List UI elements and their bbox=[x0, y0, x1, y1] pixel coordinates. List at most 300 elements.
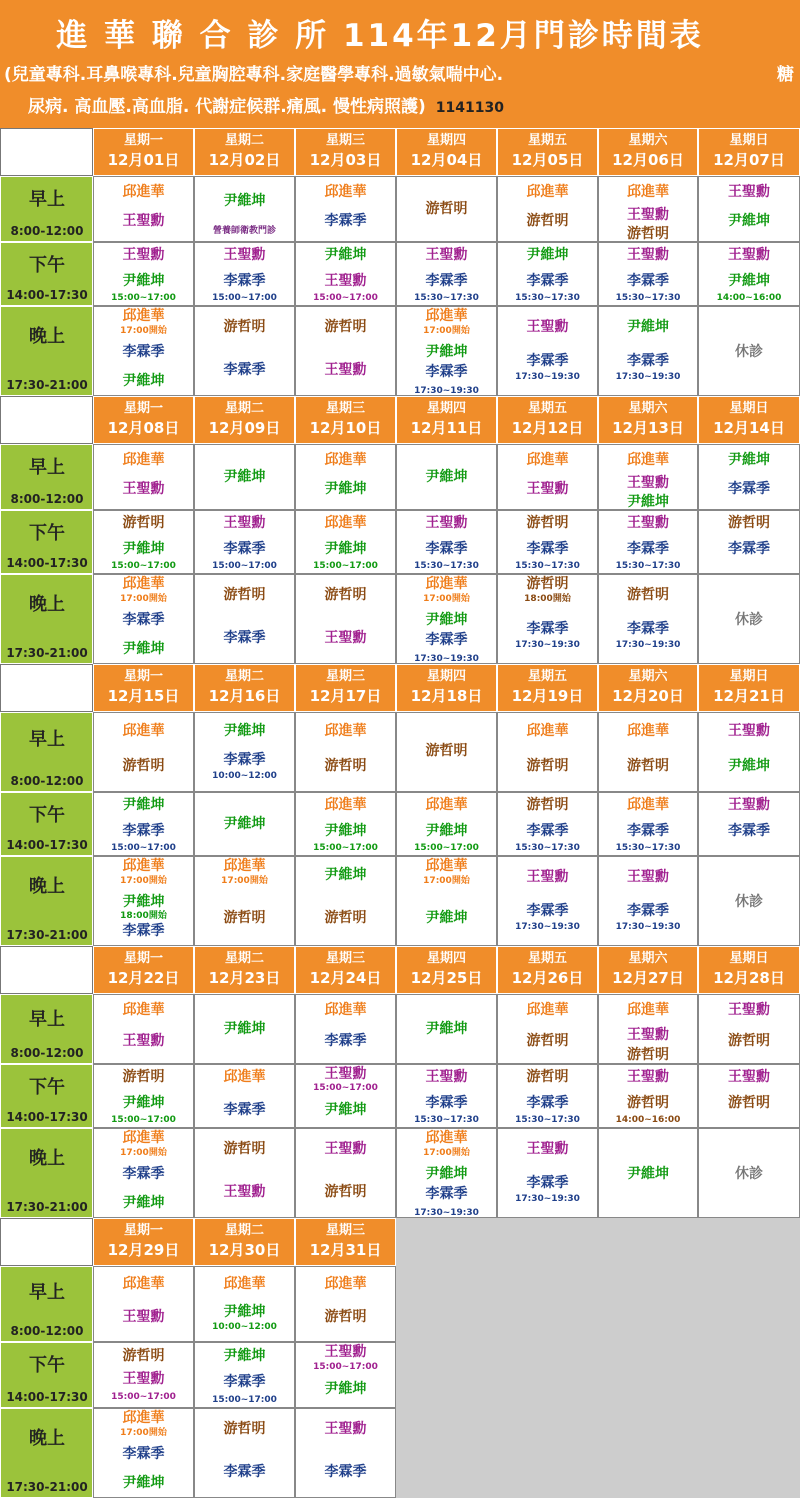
corner-blank bbox=[0, 946, 93, 994]
date-label: 12月29日 bbox=[107, 1241, 180, 1259]
time-note: 18:00開始 bbox=[524, 594, 571, 604]
doctor-name: 尹維坤 bbox=[324, 823, 367, 839]
day-header bbox=[698, 664, 800, 712]
period-label bbox=[0, 510, 93, 574]
doctor-name: 邱進華 bbox=[627, 452, 669, 468]
doctor-name: 李霖季 bbox=[526, 1175, 569, 1191]
doctor-name: 王聖勳 bbox=[223, 1184, 266, 1200]
doctor-name: 游哲明 bbox=[223, 910, 266, 926]
weekday-label: 星期三 bbox=[325, 401, 365, 416]
doctor-name: 邱進華 bbox=[526, 184, 569, 200]
day-header bbox=[93, 664, 194, 712]
doctor-name: 李霖季 bbox=[425, 273, 468, 289]
time-note: 10:00~12:00 bbox=[212, 1322, 277, 1332]
time-note: 17:00開始 bbox=[120, 1148, 167, 1158]
time-note: 15:00~17:00 bbox=[313, 843, 378, 853]
time-note: 17:30~19:30 bbox=[515, 1194, 580, 1204]
doctor-name: 李霖季 bbox=[223, 1374, 266, 1390]
weekday-label: 星期三 bbox=[325, 133, 365, 148]
doctor-name: 游哲明 bbox=[122, 515, 165, 531]
schedule-cell bbox=[598, 792, 698, 856]
doctor-name: 王聖勳 bbox=[627, 515, 669, 531]
schedule-cell bbox=[295, 1342, 396, 1408]
doctor-name: 王聖勳 bbox=[627, 1027, 669, 1043]
doctor-name: 尹維坤 bbox=[425, 823, 468, 839]
doctor-name: 李霖季 bbox=[223, 541, 266, 557]
weekday-label: 星期一 bbox=[123, 133, 163, 148]
date-label: 12月20日 bbox=[612, 687, 684, 705]
schedule-cell bbox=[194, 242, 295, 306]
doctor-name: 尹維坤 bbox=[122, 797, 165, 813]
time-note: 17:00開始 bbox=[120, 876, 167, 886]
doctor-name: 王聖勳 bbox=[728, 1069, 770, 1085]
doctor-name: 王聖勳 bbox=[425, 247, 468, 263]
doctor-name: 尹維坤 bbox=[223, 1348, 266, 1364]
doctor-name: 尹維坤 bbox=[324, 1381, 367, 1397]
doctor-name: 邱進華 bbox=[425, 308, 468, 324]
weekday-label: 星期二 bbox=[224, 951, 264, 966]
doctor-name: 游哲明 bbox=[223, 1141, 266, 1157]
schedule-cell bbox=[93, 1266, 194, 1342]
day-header bbox=[93, 396, 194, 444]
day-header bbox=[194, 664, 295, 712]
time-note: 17:00開始 bbox=[120, 594, 167, 604]
doctor-name: 李霖季 bbox=[122, 1446, 165, 1462]
schedule-cell bbox=[93, 1064, 194, 1128]
time-note: 17:00開始 bbox=[423, 1148, 470, 1158]
period-name: 晚上 bbox=[29, 594, 65, 615]
period-time: 17:30-21:00 bbox=[6, 1200, 88, 1214]
doctor-name: 尹維坤 bbox=[223, 1021, 266, 1037]
day-header bbox=[598, 396, 698, 444]
doctor-name: 邱進華 bbox=[627, 797, 669, 813]
doctor-name: 王聖勳 bbox=[627, 247, 669, 263]
doctor-name: 尹維坤 bbox=[122, 894, 165, 910]
schedule-cell bbox=[497, 306, 598, 396]
doctor-name: 游哲明 bbox=[122, 758, 165, 774]
period-time: 14:00-17:30 bbox=[6, 288, 88, 302]
doctor-name: 尹維坤 bbox=[223, 1304, 266, 1320]
time-note: 14:00~16:00 bbox=[716, 293, 782, 303]
doctor-name: 游哲明 bbox=[324, 319, 367, 335]
doctor-name: 王聖勳 bbox=[526, 319, 569, 335]
doctor-name: 李霖季 bbox=[122, 1166, 165, 1182]
doctor-name: 邱進華 bbox=[324, 797, 367, 813]
doctor-name: 李霖季 bbox=[627, 273, 669, 289]
schedule-cell bbox=[93, 994, 194, 1064]
day-header bbox=[396, 396, 497, 444]
doctor-name: 尹維坤 bbox=[425, 1166, 468, 1182]
doctor-name: 李霖季 bbox=[324, 1464, 367, 1480]
doctor-name: 游哲明 bbox=[223, 1421, 266, 1437]
weekday-label: 星期一 bbox=[123, 401, 163, 416]
time-note: 17:30~19:30 bbox=[414, 1208, 479, 1218]
schedule-cell bbox=[598, 1128, 698, 1218]
schedule-cell bbox=[93, 1342, 194, 1408]
weekday-label: 星期三 bbox=[325, 669, 365, 684]
doctor-name: 尹維坤 bbox=[324, 541, 367, 557]
doctor-name: 李霖季 bbox=[425, 1186, 468, 1202]
doctor-name: 游哲明 bbox=[728, 1033, 770, 1049]
schedule-cell bbox=[698, 510, 800, 574]
doctor-name: 王聖勳 bbox=[122, 481, 165, 497]
doctor-name: 邱進華 bbox=[324, 723, 367, 739]
date-label: 12月05日 bbox=[511, 151, 584, 169]
time-note: 17:30~19:30 bbox=[515, 372, 580, 382]
schedule-cell bbox=[497, 510, 598, 574]
schedule-cell bbox=[295, 1128, 396, 1218]
period-label bbox=[0, 1266, 93, 1342]
doctor-name: 游哲明 bbox=[526, 213, 569, 229]
doctor-name: 李霖季 bbox=[223, 1464, 266, 1480]
period-label bbox=[0, 176, 93, 242]
time-note: 15:00~17:00 bbox=[111, 843, 176, 853]
date-label: 12月23日 bbox=[208, 969, 281, 987]
schedule-cell bbox=[295, 574, 396, 664]
doctor-name: 王聖勳 bbox=[728, 184, 770, 200]
subtitle-line2-text: 尿病. 高血壓.高血脂. 代謝症候群.痛風. 慢性病照護) bbox=[28, 97, 426, 117]
time-note: 17:30~19:30 bbox=[615, 372, 681, 382]
doctor-name: 李霖季 bbox=[324, 213, 367, 229]
time-note: 15:00~17:00 bbox=[313, 293, 378, 303]
day-header bbox=[295, 664, 396, 712]
doctor-name: 李霖季 bbox=[627, 903, 669, 919]
schedule-cell bbox=[698, 856, 800, 946]
weekday-label: 星期五 bbox=[527, 401, 567, 416]
corner-blank bbox=[0, 664, 93, 712]
period-label bbox=[0, 574, 93, 664]
doctor-name: 王聖勳 bbox=[728, 1002, 770, 1018]
doctor-name: 尹維坤 bbox=[122, 541, 165, 557]
weekday-label: 星期一 bbox=[123, 951, 163, 966]
schedule-cell bbox=[295, 510, 396, 574]
period-label bbox=[0, 856, 93, 946]
doctor-name: 李霖季 bbox=[223, 1102, 266, 1118]
doctor-name: 王聖勳 bbox=[526, 1141, 569, 1157]
doctor-name: 游哲明 bbox=[223, 319, 266, 335]
doctor-name: 李霖季 bbox=[122, 823, 165, 839]
schedule-cell bbox=[698, 444, 800, 510]
doctor-name: 尹維坤 bbox=[324, 1102, 367, 1118]
schedule-cell bbox=[194, 1064, 295, 1128]
period-time: 17:30-21:00 bbox=[6, 1480, 88, 1494]
doctor-name: 游哲明 bbox=[324, 587, 367, 603]
weekday-label: 星期日 bbox=[729, 669, 769, 684]
day-header bbox=[93, 1218, 194, 1266]
weekday-label: 星期五 bbox=[527, 133, 567, 148]
doctor-name: 邱進華 bbox=[122, 1002, 165, 1018]
time-note: 14:00~16:00 bbox=[615, 1115, 681, 1125]
period-time: 17:30-21:00 bbox=[6, 646, 88, 660]
doctor-name: 游哲明 bbox=[324, 758, 367, 774]
doctor-name: 游哲明 bbox=[526, 1069, 569, 1085]
doctor-name: 游哲明 bbox=[526, 515, 569, 531]
day-header bbox=[497, 664, 598, 712]
doctor-name: 李霖季 bbox=[526, 621, 569, 637]
doctor-name: 邱進華 bbox=[223, 1069, 266, 1085]
schedule-cell bbox=[194, 574, 295, 664]
doctor-name: 李霖季 bbox=[526, 903, 569, 919]
schedule-cell bbox=[698, 176, 800, 242]
period-name: 下午 bbox=[29, 255, 65, 276]
doctor-name: 邱進華 bbox=[122, 576, 165, 592]
doctor-name: 李霖季 bbox=[122, 923, 165, 939]
period-label bbox=[0, 1408, 93, 1498]
schedule-cell bbox=[698, 792, 800, 856]
schedule-cell bbox=[295, 1064, 396, 1128]
weekday-label: 星期一 bbox=[123, 1223, 163, 1238]
time-note: 17:00開始 bbox=[221, 876, 268, 886]
day-header bbox=[295, 946, 396, 994]
subtitle-line1-text: (兒童專科.耳鼻喉專科.兒童胸腔專科.家庭醫學專科.過敏氣喘中心. bbox=[4, 65, 504, 85]
schedule-cell bbox=[194, 306, 295, 396]
doctor-name: 李霖季 bbox=[425, 1095, 468, 1111]
time-note: 15:00~17:00 bbox=[313, 561, 378, 571]
schedule-cell bbox=[497, 712, 598, 792]
doctor-name: 邱進華 bbox=[122, 184, 165, 200]
schedule-cell bbox=[93, 444, 194, 510]
doctor-name: 尹維坤 bbox=[122, 1095, 165, 1111]
doctor-name: 邱進華 bbox=[627, 1002, 669, 1018]
time-note: 15:30~17:30 bbox=[615, 843, 681, 853]
weekday-label: 星期六 bbox=[628, 401, 668, 416]
schedule-cell bbox=[93, 306, 194, 396]
time-note: 17:00開始 bbox=[120, 1428, 167, 1438]
subtitle-line1 bbox=[4, 60, 800, 85]
schedule-cell bbox=[497, 1064, 598, 1128]
schedule-cell bbox=[598, 712, 698, 792]
doctor-name: 王聖勳 bbox=[627, 869, 669, 885]
period-name: 早上 bbox=[29, 457, 65, 478]
schedule-cell bbox=[396, 176, 497, 242]
time-note: 17:30~19:30 bbox=[414, 386, 479, 396]
doctor-name: 邱進華 bbox=[425, 1130, 468, 1146]
schedule-cell bbox=[93, 712, 194, 792]
schedule-cell bbox=[194, 176, 295, 242]
doctor-name: 李霖季 bbox=[526, 273, 569, 289]
period-name: 下午 bbox=[29, 805, 65, 826]
schedule-cell bbox=[497, 176, 598, 242]
date-label: 12月19日 bbox=[511, 687, 584, 705]
schedule-cell bbox=[295, 856, 396, 946]
schedule-cell bbox=[598, 242, 698, 306]
doctor-name: 尹維坤 bbox=[425, 910, 468, 926]
doctor-name: 尹維坤 bbox=[122, 373, 165, 389]
doctor-name: 尹維坤 bbox=[425, 1021, 468, 1037]
version-code: 1141130 bbox=[435, 100, 504, 116]
doctor-name: 李霖季 bbox=[122, 344, 165, 360]
weekday-label: 星期二 bbox=[224, 133, 264, 148]
date-label: 12月01日 bbox=[107, 151, 180, 169]
schedule-cell bbox=[93, 242, 194, 306]
schedule-cell bbox=[396, 242, 497, 306]
doctor-name: 游哲明 bbox=[627, 758, 669, 774]
period-label bbox=[0, 712, 93, 792]
schedule-cell bbox=[295, 994, 396, 1064]
period-label bbox=[0, 994, 93, 1064]
time-note: 17:30~19:30 bbox=[615, 640, 681, 650]
doctor-name: 尹維坤 bbox=[223, 816, 266, 832]
weekday-label: 星期一 bbox=[123, 669, 163, 684]
doctor-name: 游哲明 bbox=[627, 1095, 669, 1111]
doctor-name: 尹維坤 bbox=[324, 867, 367, 883]
time-note: 15:30~17:30 bbox=[515, 561, 580, 571]
doctor-name: 王聖勳 bbox=[728, 723, 770, 739]
day-header bbox=[295, 1218, 396, 1266]
period-name: 晚上 bbox=[29, 1148, 65, 1169]
page-title: 進 華 聯 合 診 所 114年12月門診時間表 bbox=[56, 18, 704, 54]
doctor-name: 王聖勳 bbox=[425, 515, 468, 531]
schedule-cell bbox=[194, 1342, 295, 1408]
day-header bbox=[598, 664, 698, 712]
doctor-name: 邱進華 bbox=[324, 1276, 367, 1292]
period-time: 8:00-12:00 bbox=[10, 224, 84, 238]
schedule-cell bbox=[295, 1408, 396, 1498]
period-time: 14:00-17:30 bbox=[6, 838, 88, 852]
doctor-name: 李霖季 bbox=[425, 632, 468, 648]
period-label bbox=[0, 792, 93, 856]
period-time: 17:30-21:00 bbox=[6, 378, 88, 392]
day-header bbox=[497, 946, 598, 994]
period-name: 晚上 bbox=[29, 1428, 65, 1449]
doctor-name: 邱進華 bbox=[122, 858, 165, 874]
time-note: 17:30~19:30 bbox=[414, 654, 479, 664]
time-note: 15:00~17:00 bbox=[111, 561, 176, 571]
doctor-name: 尹維坤 bbox=[728, 213, 770, 229]
date-label: 12月18日 bbox=[410, 687, 483, 705]
schedule-cell bbox=[698, 242, 800, 306]
day-header bbox=[295, 128, 396, 176]
schedule-cell bbox=[698, 574, 800, 664]
schedule-cell bbox=[93, 574, 194, 664]
doctor-name: 邱進華 bbox=[122, 1276, 165, 1292]
doctor-name: 游哲明 bbox=[728, 1095, 770, 1111]
schedule-cell bbox=[497, 242, 598, 306]
date-label: 12月08日 bbox=[107, 419, 180, 437]
weekday-label: 星期六 bbox=[628, 133, 668, 148]
doctor-name: 王聖勳 bbox=[122, 1033, 165, 1049]
closed-label: 休診 bbox=[735, 612, 763, 628]
doctor-name: 王聖勳 bbox=[324, 1344, 367, 1360]
doctor-name: 李霖季 bbox=[526, 541, 569, 557]
date-label: 12月12日 bbox=[511, 419, 584, 437]
day-header bbox=[194, 946, 295, 994]
schedule-cell bbox=[295, 306, 396, 396]
doctor-name: 尹維坤 bbox=[526, 247, 569, 263]
doctor-name: 王聖勳 bbox=[324, 1066, 367, 1082]
schedule-cell bbox=[497, 856, 598, 946]
period-name: 早上 bbox=[29, 729, 65, 750]
doctor-name: 李霖季 bbox=[223, 362, 266, 378]
subtitle-line1-end: 糖 bbox=[777, 65, 794, 85]
doctor-name: 游哲明 bbox=[526, 797, 569, 813]
corner-blank bbox=[0, 128, 93, 176]
time-note: 18:00開始 bbox=[120, 911, 167, 921]
doctor-name: 王聖勳 bbox=[627, 207, 669, 223]
date-label: 12月22日 bbox=[107, 969, 180, 987]
doctor-name: 尹維坤 bbox=[425, 344, 468, 360]
schedule-cell bbox=[396, 444, 497, 510]
day-header bbox=[93, 128, 194, 176]
doctor-name: 王聖勳 bbox=[425, 1069, 468, 1085]
doctor-name: 邱進華 bbox=[122, 308, 165, 324]
doctor-name: 王聖勳 bbox=[122, 1309, 165, 1325]
closed-label: 休診 bbox=[735, 344, 763, 360]
schedule-cell bbox=[698, 1128, 800, 1218]
doctor-name: 王聖勳 bbox=[526, 869, 569, 885]
corner-blank bbox=[0, 396, 93, 444]
closed-label: 休診 bbox=[735, 1166, 763, 1182]
doctor-name: 王聖勳 bbox=[122, 213, 165, 229]
schedule-cell bbox=[396, 856, 497, 946]
schedule-cell bbox=[295, 242, 396, 306]
doctor-name: 王聖勳 bbox=[122, 1371, 165, 1387]
date-label: 12月11日 bbox=[410, 419, 483, 437]
weekday-label: 星期日 bbox=[729, 951, 769, 966]
schedule-cell bbox=[396, 994, 497, 1064]
doctor-name: 李霖季 bbox=[728, 823, 770, 839]
date-label: 12月13日 bbox=[612, 419, 684, 437]
schedule-cell bbox=[698, 994, 800, 1064]
closed-label: 休診 bbox=[735, 894, 763, 910]
time-note: 15:30~17:30 bbox=[615, 293, 681, 303]
schedule-cell bbox=[194, 1408, 295, 1498]
doctor-name: 王聖勳 bbox=[324, 273, 367, 289]
schedule-cell bbox=[396, 574, 497, 664]
period-time: 17:30-21:00 bbox=[6, 928, 88, 942]
time-note: 17:00開始 bbox=[423, 594, 470, 604]
doctor-name: 王聖勳 bbox=[728, 247, 770, 263]
doctor-name: 邱進華 bbox=[324, 184, 367, 200]
doctor-name: 游哲明 bbox=[728, 515, 770, 531]
day-header bbox=[93, 946, 194, 994]
doctor-name: 游哲明 bbox=[526, 758, 569, 774]
doctor-name: 游哲明 bbox=[526, 576, 569, 592]
day-header bbox=[194, 128, 295, 176]
schedule-cell bbox=[497, 994, 598, 1064]
day-header bbox=[295, 396, 396, 444]
schedule-cell bbox=[295, 712, 396, 792]
day-header bbox=[698, 128, 800, 176]
day-header bbox=[396, 128, 497, 176]
date-label: 12月24日 bbox=[309, 969, 382, 987]
doctor-name: 游哲明 bbox=[627, 587, 669, 603]
period-time: 14:00-17:30 bbox=[6, 1110, 88, 1124]
schedule-cell bbox=[194, 712, 295, 792]
doctor-name: 尹維坤 bbox=[728, 273, 770, 289]
doctor-name: 王聖勳 bbox=[728, 797, 770, 813]
doctor-name: 游哲明 bbox=[627, 226, 669, 242]
doctor-name: 邱進華 bbox=[223, 858, 266, 874]
weekday-label: 星期四 bbox=[426, 951, 466, 966]
doctor-name: 王聖勳 bbox=[627, 475, 669, 491]
schedule-cell bbox=[194, 510, 295, 574]
weekday-label: 星期二 bbox=[224, 669, 264, 684]
doctor-name: 邱進華 bbox=[526, 723, 569, 739]
time-note: 營養師衛教門診 bbox=[212, 226, 276, 236]
period-name: 下午 bbox=[29, 523, 65, 544]
corner-blank bbox=[0, 1218, 93, 1266]
doctor-name: 游哲明 bbox=[324, 910, 367, 926]
period-label bbox=[0, 306, 93, 396]
time-note: 15:00~17:00 bbox=[414, 843, 479, 853]
time-note: 15:00~17:00 bbox=[313, 1083, 378, 1093]
doctor-name: 尹維坤 bbox=[122, 1475, 165, 1491]
doctor-name: 游哲明 bbox=[122, 1069, 165, 1085]
date-label: 12月14日 bbox=[713, 419, 785, 437]
day-header bbox=[698, 946, 800, 994]
doctor-name: 尹維坤 bbox=[324, 247, 367, 263]
